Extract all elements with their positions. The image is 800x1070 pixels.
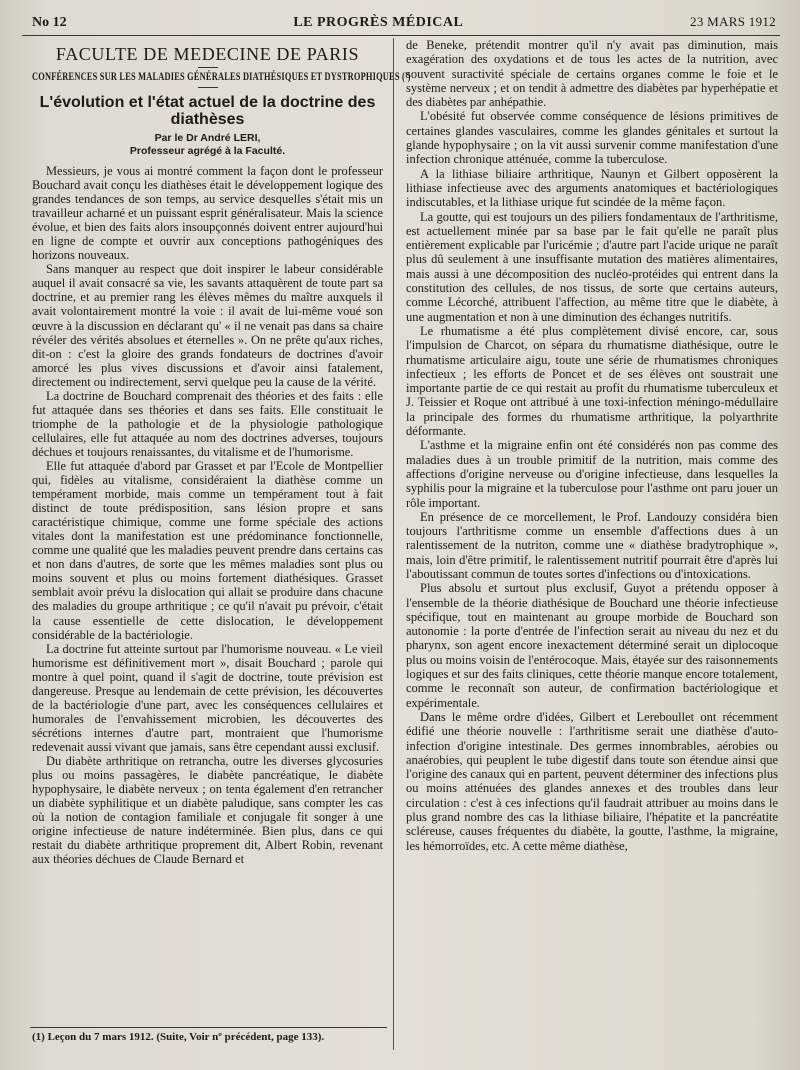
paragraph: Elle fut attaquée d'abord par Grasset et par l'Ecole de Montpellier qui, fidèles au vitalisme, considéraient la diathèse comme un tempérament morbide, mais comme un tempérament tout à fait distinct de toute prédisposition, sans lésion propre et sans caractéristique chimique, comme une forme spéciale des actions vitales dont la manifestation est une prédominance fonctionnelle, comme une qualité que les maladies peuvent prendre dans certains cas et non dans d'autres, de sorte que les mêmes maladies sont plus ou moins souvent et plus ou moins fortement diathésiques. Grasset semblait avoir prévu la dislocation qui allait se produire dans chacune des maladies du groupe arthritique ; ce qu'il n'avait pu prévoir, c'était la cause essentielle de cette dislocation, le développement considérable de la bactériologie.: [32, 458, 383, 642]
issue-date: 23 MARS 1912: [690, 14, 776, 29]
paragraph: Le rhumatisme a été plus complètement divisé encore, car, sous l'impulsion de Charcot, on sépara du rhumatisme diathésique, outre le rhumatisme articulaire aigu, toute une série de rhumatismes chroniques infectieux ; les efforts de Poncet et de ses élèves ont soustrait une importante partie de ce qui restait au profit du rhumatisme tuberculeux et J. Teissier et Roque ont attribué à une toxi-infection méningo-médullaire la principale des formes du rhumatisme arthritique, la polyarthrite déformante.: [406, 323, 778, 439]
author-role: Professeur agrégé à la Faculté.: [129, 145, 286, 157]
issue-number: No 12: [32, 15, 67, 30]
paragraph: de Beneke, prétendit montrer qu'il n'y avait pas diminution, mais exagération des oxydations et de tous les actes de la nutrition, avec souvent suractivité spéciale de certains organes comme le foie et le système nerveux ; et on tendit à admettre des diabètes par hyperhépatie et des diabètes par anhépathie.: [406, 38, 778, 110]
footnote: (1) Leçon du 7 mars 1912. (Suite, Voir nº précédent, page 133).: [32, 1031, 325, 1043]
footnote-block: [22, 1019, 393, 1044]
divider: [198, 87, 218, 88]
paragraph: Messieurs, je vous ai montré comment la façon dont le professeur Bouchard avait conçu les diathèses était le développement logique des grandes tendances de son temps, au service desquelles s'était mis un travailleur acharné et un puissant esprit généralisateur. Mais la science évolue, et bien des faits alors insoupçonnés doivent entrer aujourd'hui en ligne de compte et ouvrir aux conceptions pathogéniques des horizons nouveaux.: [32, 164, 383, 263]
paragraph: La doctrine de Bouchard comprenait des théories et des faits : elle fut attaquée dans ses théories et dans ses faits. Elle constituait le triomphe de la pathologie et de la physiologie pathologique cellulaires, elle fut attaquée au nom des doctrines adverses, toujours déchues et toujours renaissantes, du vitalisme et de l'humorisme.: [32, 388, 383, 459]
left-column: [22, 38, 411, 1050]
journal-title: LE PROGRÈS MÉDICAL: [293, 15, 464, 30]
paragraph: L'obésité fut observée comme conséquence de lésions primitives de certaines glandes vasculaires, comme les glandes génitales et surtout la glande hypophysaire ; on la vit aussi survenir comme manifestation d'une infection chronique atténuée, comme la tuberculose.: [406, 109, 778, 167]
article-title: L'évolution et l'état actuel de la doctrine des diathèses: [39, 94, 376, 128]
paragraph: Plus absolu et surtout plus exclusif, Guyot a prétendu opposer à l'ensemble de la théorie diathésique de Bouchard une théorie infectieuse spécifique, tout en maintenant au groupe morbide de Bouchard son autonomie : la porte d'entrée de l'infection serait au niveau du nez et du pharynx, son agent encore inexactement déterminé serait un diplocoque plus ou moins voisin de l'entérocoque. Mais, étayée sur des raisonnements logiques et sur des faits cliniques, cette théorie manque encore totalement, comme le reconnaît son auteur, de confirmation bactériologique et expérimentale.: [406, 581, 778, 710]
conference-heading: CONFÉRENCES SUR LES MALADIES GÉNÉRALES DIATHÉSIQUES ET DYSTROPHIQUES (¹): [32, 70, 411, 83]
running-header: [22, 14, 780, 36]
divider: [198, 67, 218, 68]
paragraph: Dans le même ordre d'idées, Gilbert et Lereboullet ont récemment édifié une théorie nouvelle : l'arthritisme serait une diathèse d'auto-infection d'origine intestinale. Des germes innombrables, aérobies ou anaérobies, qui peuplent le tube digestif dans toute son étendue ainsi que l'origine des canaux qui en partent, peuvent déterminer des infections plus ou moins atténuées des glandes annexes et des troubles dans leur circulation : c'est à ces infections qu'il faudrait attribuer au moins dans le plus grand nombre des cas la lithiase biliaire, l'hépatite et la pancréatite scléreuse, causes fréquentes du diabète, la goutte, l'asthme, la migraine, les hémorroïdes, etc. A cette même diathèse,: [406, 709, 778, 853]
right-column: [394, 38, 778, 1050]
paragraph: A la lithiase biliaire arthritique, Naunyn et Gilbert opposèrent la lithiase infectieuse avec des arguments anatomiques et bactériologiques indiscutables, et la lithiase urique fut scindée de la même façon.: [406, 166, 778, 210]
author-line: Par le Dr André LERI,: [154, 132, 261, 144]
paragraph: L'asthme et la migraine enfin ont été considérés non pas comme des maladies dues à un trouble primitif de la nutrition, mais comme des affections d'origine nerveuse ou d'origine infectieuse, dans lesquelles la syphilis pour la migraine et la tuberculose pour l'asthme ont paru jouer un rôle important.: [406, 438, 778, 510]
paragraph: La doctrine fut atteinte surtout par l'humorisme nouveau. « Le vieil humorisme est définitivement mort », disait Bouchard ; parole qui montre à quel point, quand il s'agit de doctrine, toute prévision est dangereuse. Presque au lendemain de cette prévision, les découvertes de la bactériologie d'une part, avec les conséquences cellulaires et humorales de l'envahissement microbien, les découvertes des sécrétions internes d'autre part, montraient que l'humorisme redevenait aussi vivant que jamais, sans être cependant aussi exclusif.: [32, 641, 383, 754]
faculty-heading: FACULTE DE MEDECINE DE PARIS: [55, 44, 360, 64]
two-column-body: [22, 38, 780, 1050]
paragraph: En présence de ce morcellement, le Prof. Landouzy considéra bien toujours l'arthritisme comme un ensemble d'affections dues à un ralentissement de la nutriton, comme une « diathèse bradytrophique », mais, loin d'être primitif, le ralentissement nutritif pourrait être d'après lui l'aboutissant commun de toutes sortes d'infections ou d'intoxications.: [406, 509, 778, 581]
paragraph: Sans manquer au respect que doit inspirer le labeur considérable auquel il avait consacré sa vie, les savants attaquèrent de toute part sa doctrine, et au premier rang les élèves mêmes du maître auxquels il avait volontairement montré la voie : il avait de lui-même voué son œuvre à la discussion en déclarant qu' « il ne venait pas dans sa chaire révéler des vérités absolues et éternelles ». On ne prête qu'aux riches, dit-on : c'est la gloire des grands fondateurs de doctrines d'avoir amorcé les plus vives discussions et d'avoir ainsi fatalement, directement ou indirectement, servi quelque peu la cause de la vérité.: [32, 262, 383, 389]
paragraph: La goutte, qui est toujours un des piliers fondamentaux de l'arthritisme, est actuellement minée par sa base par le fait qu'elle ne paraît plus entièrement explicable par l'uricémie ; d'autre part l'acide urique ne paraît plus dû seulement à une insuffisante mutation des matières alimentaires, mais aussi à une décomposition des nucléo-protéides qui entrent dans la constitution des cellules, de nos tissus, de sorte que certains auteurs, comme Lécorché, attribuent l'affection, au même titre que le diabète, à une augmentation et non à une diminution des échanges nutritifs.: [406, 209, 778, 324]
footnote-rule: [30, 1027, 387, 1028]
paragraph: Du diabète arthritique on retrancha, outre les diverses glycosuries plus ou moins passagères, le diabète pancréatique, le diabète hypophysaire, le diabète nerveux ; on tenta également d'en retrancher un diabète syphilitique et un diabète paludique, sans compter les cas où la notion de contagion familiale et conjugale fit songer à une origine infectieuse de nature indéterminée. Bien plus, dans ce qui restait du diabète arthritique proprement dit, Albert Robin, revenant aux théories déchues de Claude Bernard et: [32, 753, 383, 867]
